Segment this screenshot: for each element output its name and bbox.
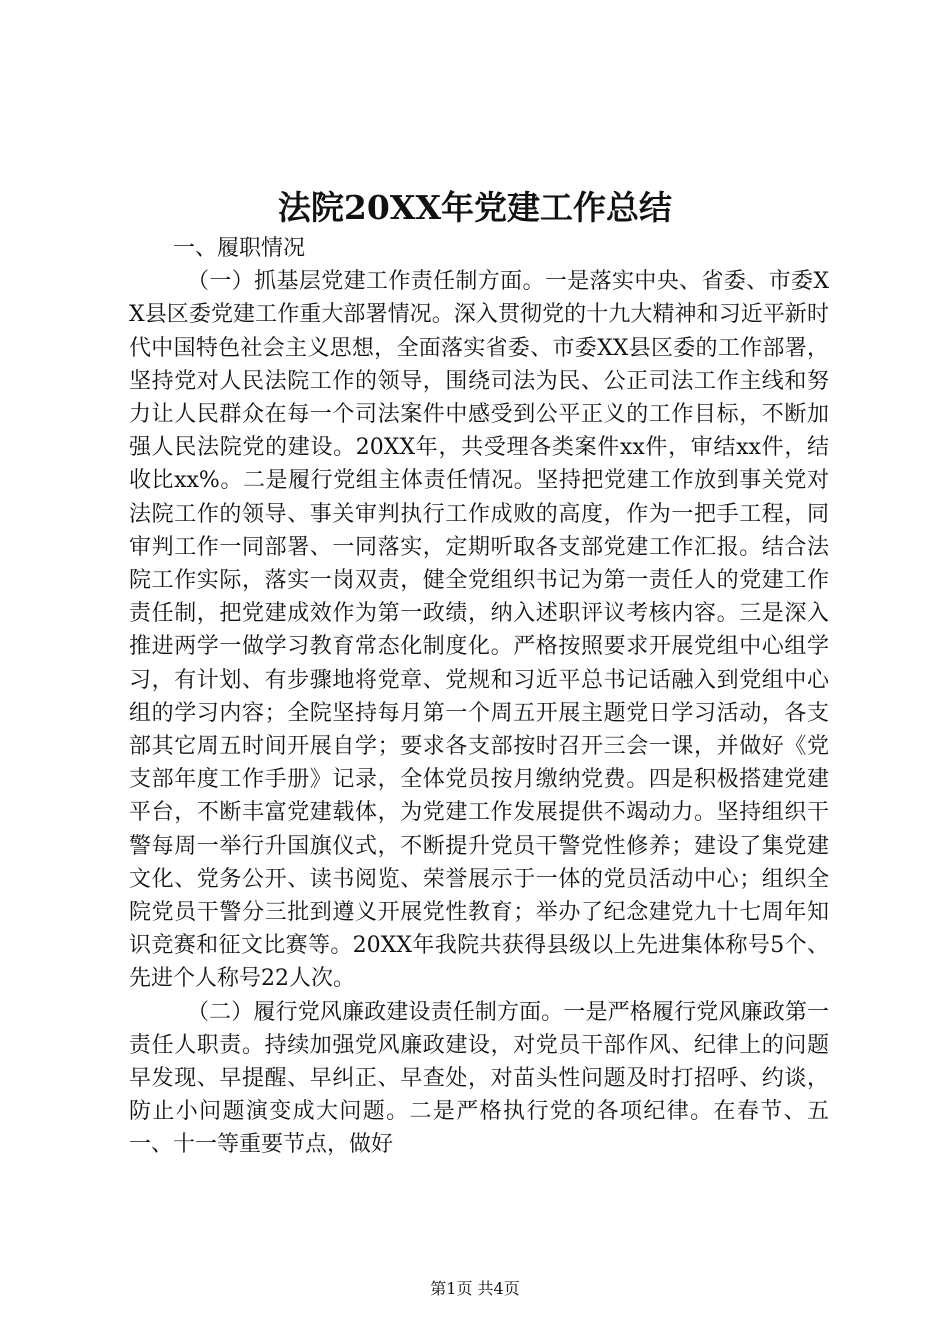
section-heading: 一、履职情况 <box>173 236 306 261</box>
document-title: 法院20XX年党建工作总结 <box>277 188 673 227</box>
paragraph: （一）抓基层党建工作责任制方面。一是落实中央、省委、市委XX县区委党建工作重大部署情况。深入贯彻党的十九大精神和习近平新时代中国特色社会主义思想，全面落实省委、市委XX县区委的工作部署，坚持党对人民法院工作的领导，围绕司法为民、公正司法工作主线和努力让人民群众在每一个司法案件中感受到公平正义的工作目标，不断加强人民法院党的建设。20XX年，共受理各类案件xx件，审结xx件，结收比xx%。二是履行党组主体责任情况。坚持把党建工作放到事关党对法院工作的领导、事关审判执行工作成败的高度，作为一把手工程，同审判工作一同部署、一同落实，定期听取各支部党建工作汇报。结合法院工作实际，落实一岗双责，健全党组织书记为第一责任人的党建工作责任制，把党建成效作为第一政绩，纳入述职评议考核内容。三是深入推进两学一做学习教育常态化制度化。严格按照要求开展党组中心组学习，有计划、有步骤地将党章、党规和习近平总书记话融入到党组中心组的学习内容；全院坚持每月第一个周五开展主题党日学习活动，各支部其它周五时间开展自学；要求各支部按时召开三会一课，并做好《党支部年度工作手册》记录，全体党员按月缴纳党费。四是积极搭建党建平台，不断丰富党建载体，为党建工作发展提供不竭动力。坚持组织干警每周一举行升国旗仪式，不断提升党员干警党性修养；建设了集党建文化、党务公开、读书阅览、荣誉展示于一体的党员活动中心；组织全院党员干警分三批到遵义开展党性教育；举办了纪念建党九十七周年知识竞赛和征文比赛等。20XX年我院共获得县级以上先进集体称号5个、先进个人称号22人次。 <box>129 269 829 992</box>
page-number: 第1页 共4页 <box>430 1279 520 1298</box>
paragraph: （二）履行党风廉政建设责任制方面。一是严格履行党风廉政第一责任人职责。持续加强党风廉政建设，对党员干部作风、纪律上的问题早发现、早提醒、早纠正、早查处，对苗头性问题及时打招呼、约谈，防止小问题演变成大问题。二是严格执行党的各项纪律。在春节、五一、十一等重要节点，做好 <box>129 999 829 1158</box>
document-body <box>129 232 829 1162</box>
